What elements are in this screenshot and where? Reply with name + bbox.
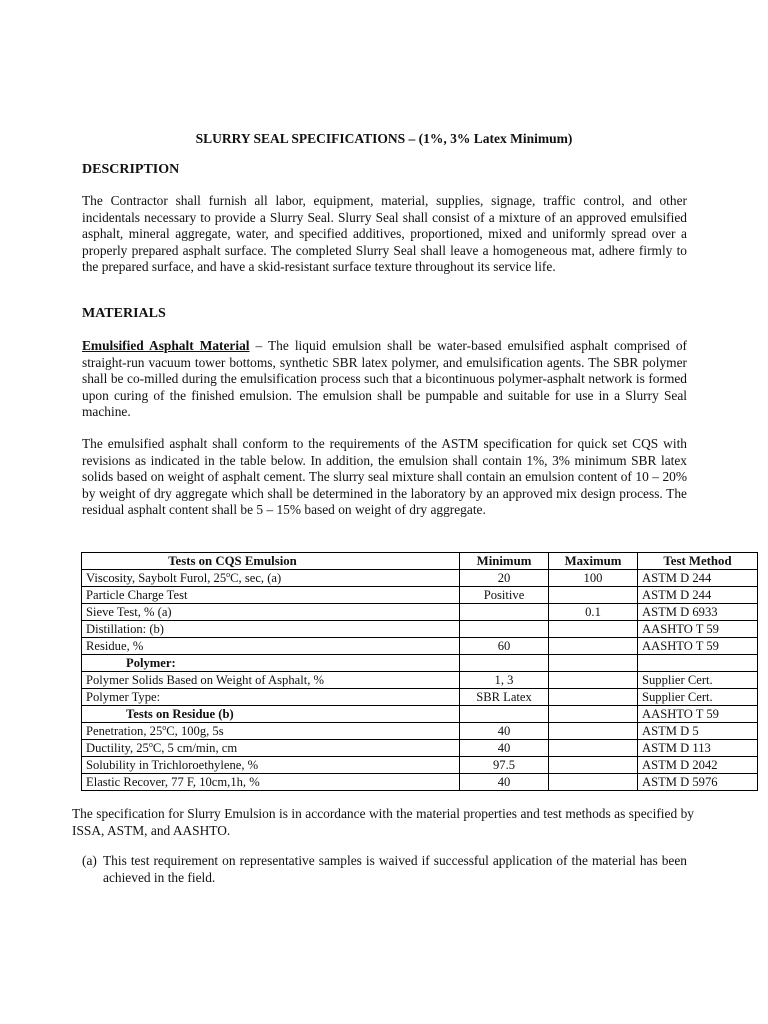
table-cell-minimum	[460, 655, 549, 672]
table-cell-maximum	[549, 774, 638, 791]
table-cell-minimum: 40	[460, 740, 549, 757]
table-cell-test: Solubility in Trichloroethylene, %	[82, 757, 460, 774]
table-cell-test: Penetration, 25$^o$C, 100g, 5s	[82, 723, 460, 740]
table-row	[82, 621, 758, 638]
table-row	[82, 672, 758, 689]
table-cell-method: Supplier Cert.	[638, 672, 758, 689]
page-title: SLURRY SEAL SPECIFICATIONS – (1%, 3% Latex Minimum)	[195, 131, 573, 146]
table-cell-method: ASTM D 2042	[638, 757, 758, 774]
description-heading: DESCRIPTION	[82, 162, 180, 177]
table-cell-maximum	[549, 672, 638, 689]
table-cell-method: ASTM D 113	[638, 740, 758, 757]
table-cell-minimum: 40	[460, 774, 549, 791]
table-row	[82, 570, 758, 587]
table-cell-minimum: SBR Latex	[460, 689, 549, 706]
description-paragraph: The Contractor shall furnish all labor, equipment, material, supplies, signage, traffic control, and other incidentals necessary to provide a Slurry Seal. Slurry Seal shall consist of a mixture of an approved emulsified asphalt, mineral aggregate, water, and specified additives, proportioned, mixed and uniformly spread over a properly prepared asphalt surface. The completed Slurry Seal shall leave a homogeneous mat, adhere firmly to the prepared surface, and have a skid-resistant surface texture throughout its service life.	[82, 193, 687, 275]
table-row	[82, 655, 758, 672]
table-cell-maximum	[549, 621, 638, 638]
table-cell-maximum	[549, 655, 638, 672]
table-cell-test: Polymer:	[82, 655, 460, 672]
table-cell-maximum	[549, 706, 638, 723]
table-cell-test: Sieve Test, % (a)	[82, 604, 460, 621]
table-row	[82, 774, 758, 791]
table-cell-method: AASHTO T 59	[638, 638, 758, 655]
table-row	[82, 723, 758, 740]
table-cell-minimum: 1, 3	[460, 672, 549, 689]
table-row	[82, 689, 758, 706]
table-cell-test: Elastic Recover, 77 F, 10cm,1h, %	[82, 774, 460, 791]
table-cell-test: Residue, %	[82, 638, 460, 655]
footnote-a	[82, 853, 687, 886]
table-cell-minimum: 97.5	[460, 757, 549, 774]
table-header-test: Tests on CQS Emulsion	[82, 553, 460, 570]
table-cell-method: ASTM D 5976	[638, 774, 758, 791]
table-row	[82, 740, 758, 757]
conformance-paragraph: The emulsified asphalt shall conform to the requirements of the ASTM specification for quick set CQS with revisions as indicated in the table below. In addition, the emulsion shall contain 1%, 3% minimum SBR latex solids based on weight of asphalt cement. The slurry seal mixture shall contain an emulsion content of 10 – 20% by weight of dry aggregate which shall be determined in the laboratory by an approved mix design process. The residual asphalt content shall be 5 – 15% based on weight of dry aggregate.	[82, 436, 687, 518]
table-cell-method: ASTM D 244	[638, 587, 758, 604]
table-cell-maximum	[549, 723, 638, 740]
table-cell-minimum	[460, 706, 549, 723]
table-cell-maximum	[549, 740, 638, 757]
emulsified-asphalt-paragraph	[82, 338, 687, 421]
table-cell-minimum: Positive	[460, 587, 549, 604]
table-cell-method: ASTM D 244	[638, 570, 758, 587]
materials-heading: MATERIALS	[82, 306, 166, 321]
table-cell-maximum: 100	[549, 570, 638, 587]
footnote-text: This test requirement on representative samples is waived if successful application of the material has been achieved in the field.	[103, 853, 687, 885]
table-header-method: Test Method	[638, 553, 758, 570]
table-cell-method: Supplier Cert.	[638, 689, 758, 706]
table-cell-test: Particle Charge Test	[82, 587, 460, 604]
table-cell-method: AASHTO T 59	[638, 621, 758, 638]
table-cell-test: Viscosity, Saybolt Furol, 25$^o$C, sec, (a)	[82, 570, 460, 587]
table-cell-minimum: 60	[460, 638, 549, 655]
table-cell-maximum	[549, 689, 638, 706]
table-cell-maximum	[549, 587, 638, 604]
table-cell-minimum: 40	[460, 723, 549, 740]
table-cell-test: Polymer Solids Based on Weight of Asphalt, %	[82, 672, 460, 689]
table-header-maximum: Maximum	[549, 553, 638, 570]
table-cell-test: Ductility, 25$^o$C, 5 cm/min, cm	[82, 740, 460, 757]
table-cell-method	[638, 655, 758, 672]
table-header-minimum: Minimum	[460, 553, 549, 570]
table-cell-test: Distillation: (b)	[82, 621, 460, 638]
table-cell-test: Tests on Residue (b)	[82, 706, 460, 723]
table-row	[82, 638, 758, 655]
table-row	[82, 706, 758, 723]
table-row	[82, 604, 758, 621]
table-cell-test: Polymer Type:	[82, 689, 460, 706]
specification-note: The specification for Slurry Emulsion is in accordance with the material properties and test methods as specified by ISSA, ASTM, and AASHTO.	[72, 806, 694, 838]
table-row	[82, 757, 758, 774]
table-cell-method: ASTM D 5	[638, 723, 758, 740]
emulsified-asphalt-text: – The liquid emulsion shall be water-based emulsified asphalt comprised of straight-run vacuum tower bottoms, synthetic SBR latex polymer, and emulsification agents. The SBR polymer shall be co-milled during the emulsification process such that a bicontinuous polymer-asphalt network is formed upon curing of the finished emulsion. The emulsion shall be pumpable and suitable for use in a Slurry Seal machine.	[82, 338, 687, 420]
table-cell-method: ASTM D 6933	[638, 604, 758, 621]
table-cell-minimum: 20	[460, 570, 549, 587]
table-cell-maximum	[549, 638, 638, 655]
table-cell-method: AASHTO T 59	[638, 706, 758, 723]
table-row	[82, 587, 758, 604]
cqs-emulsion-table	[81, 552, 758, 791]
footnote-label: (a)	[82, 853, 97, 868]
emulsified-asphalt-lead: Emulsified Asphalt Material	[82, 338, 250, 353]
table-cell-maximum: 0.1	[549, 604, 638, 621]
table-cell-minimum	[460, 621, 549, 638]
table-header-row	[82, 553, 758, 570]
table-cell-minimum	[460, 604, 549, 621]
table-cell-maximum	[549, 757, 638, 774]
